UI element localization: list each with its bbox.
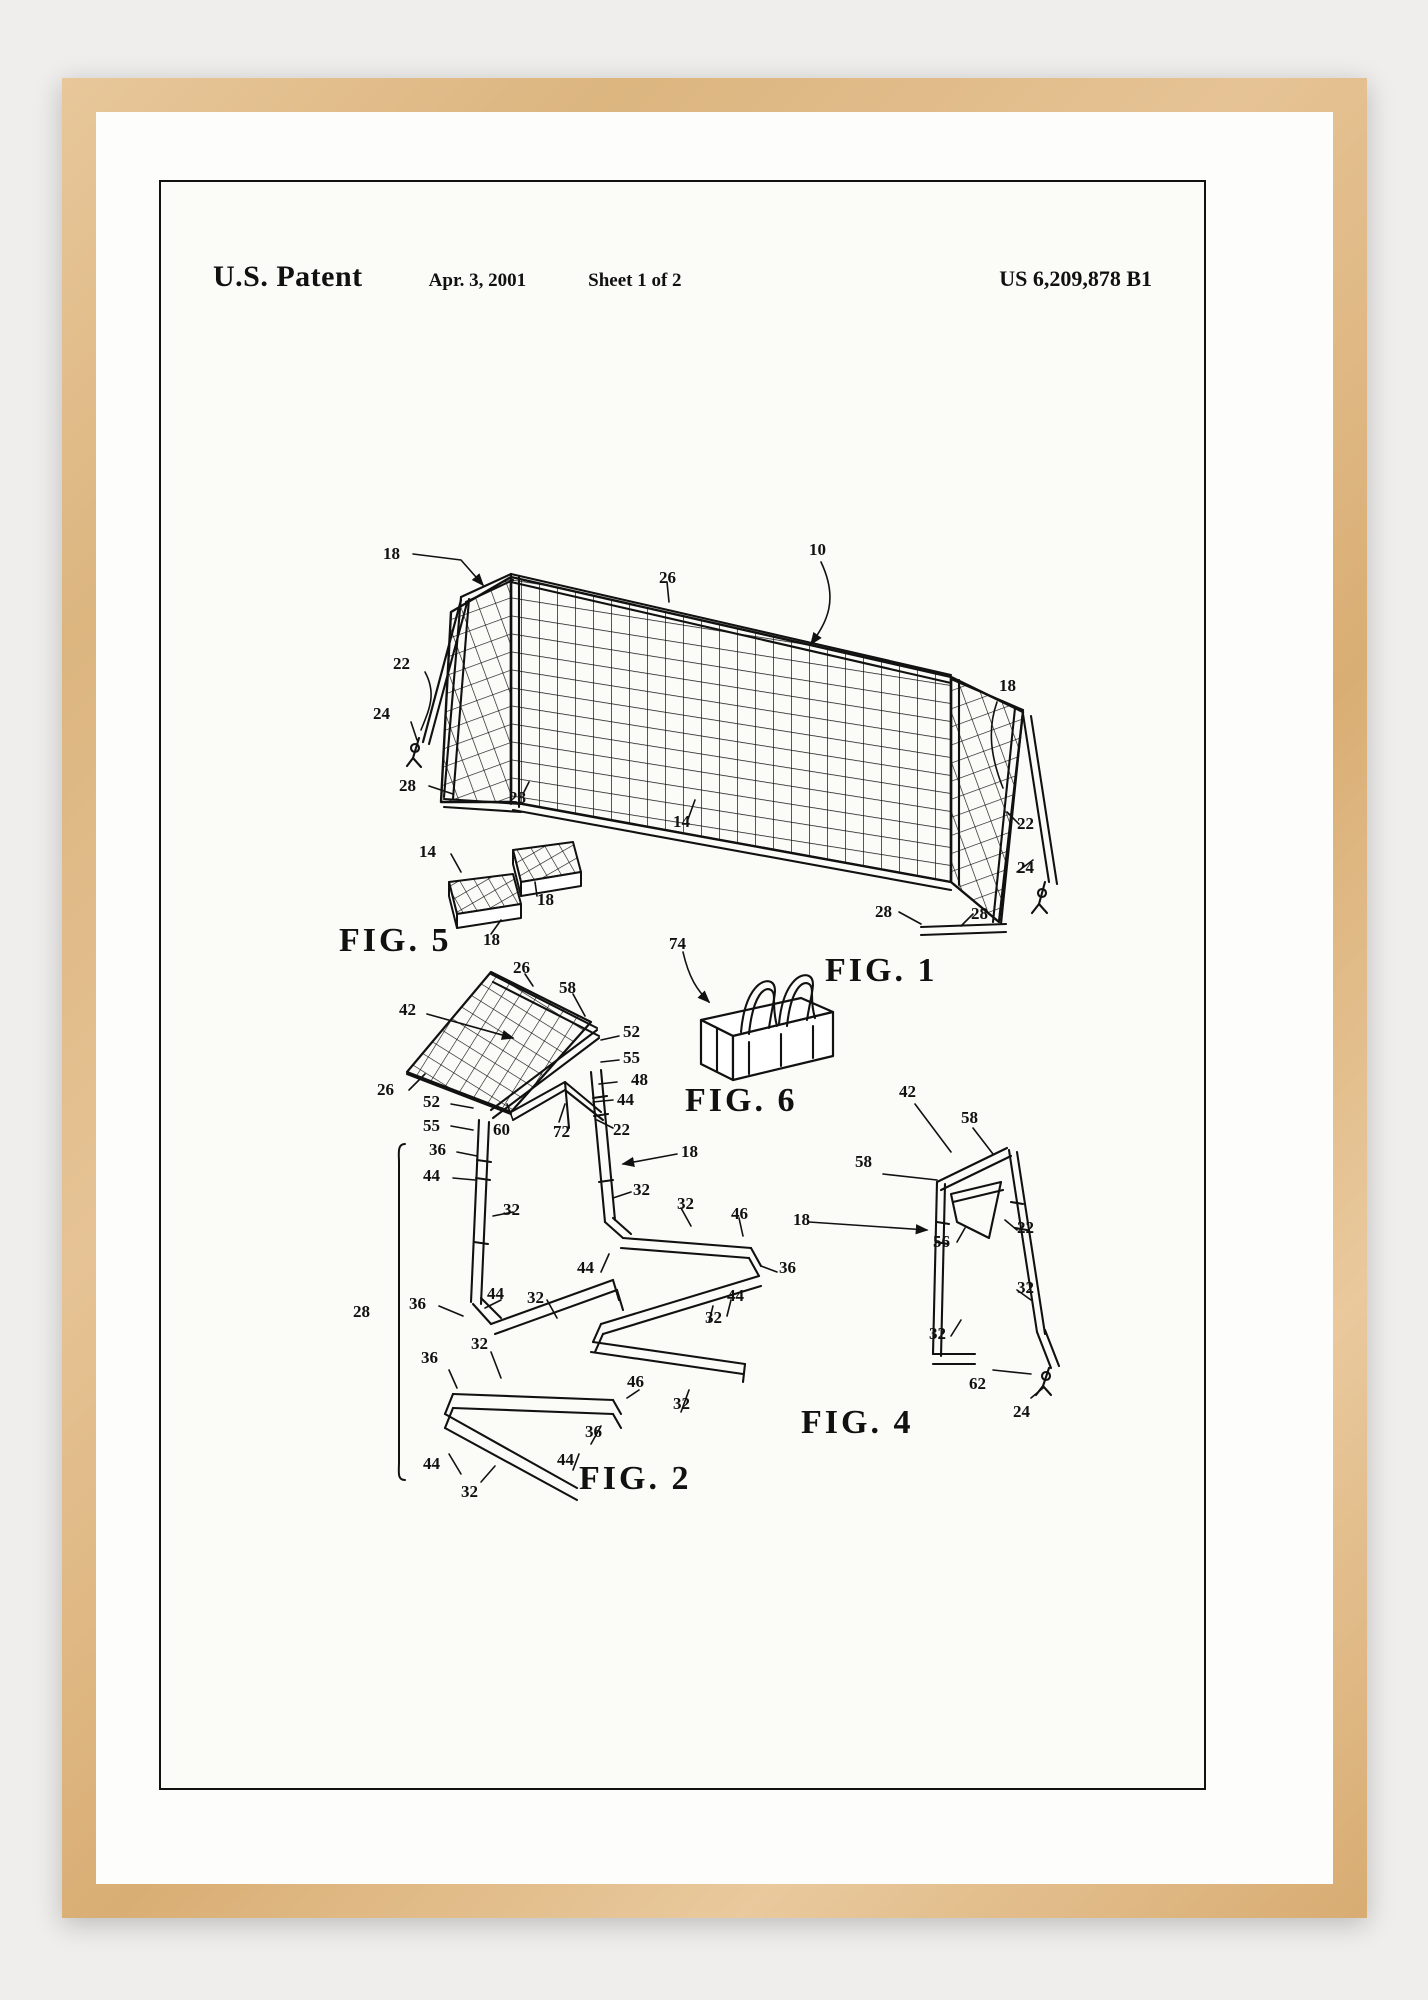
ref-28-fig2: 28 — [353, 1302, 370, 1321]
ref-44-fig2-e: 44 — [423, 1454, 440, 1473]
ref-36-fig2-b: 36 — [409, 1294, 426, 1313]
ref-52-fig2-r: 52 — [623, 1022, 640, 1041]
ref-36-fig2-a: 36 — [779, 1258, 796, 1277]
ref-36-fig2-c: 36 — [421, 1348, 438, 1367]
figure-5-folded-net — [449, 842, 581, 928]
ref-58-fig4-b: 58 — [855, 1152, 872, 1171]
patent-office-title: U.S. Patent — [213, 260, 363, 293]
caption-fig-1: FIG. 1 — [825, 952, 938, 989]
ref-42-fig4: 42 — [899, 1082, 916, 1101]
ref-42-fig2: 42 — [399, 1000, 416, 1019]
ref-22-fig4: 22 — [1017, 1218, 1034, 1237]
ref-74-fig6: 74 — [669, 934, 686, 953]
ref-24-fig1-right: 24 — [1017, 858, 1034, 877]
caption-fig-2: FIG. 2 — [579, 1460, 692, 1497]
picture-frame — [62, 78, 1367, 1918]
ref-28-fig1-left: 28 — [399, 776, 416, 795]
patent-number: US 6,209,878 B1 — [999, 266, 1152, 291]
mat-board — [96, 112, 1333, 1884]
ref-44-fig2-l: 44 — [423, 1166, 440, 1185]
ref-32-fig2-c: 32 — [677, 1194, 694, 1213]
patent-sheet-number: Sheet 1 of 2 — [588, 270, 682, 291]
caption-fig-4: FIG. 4 — [801, 1404, 914, 1441]
ref-10-fig1: 10 — [809, 540, 826, 559]
ref-26-fig2-top: 26 — [513, 958, 530, 977]
ref-32-fig4-b: 32 — [929, 1324, 946, 1343]
ref-18-fig1-right: 18 — [999, 676, 1016, 695]
ref-46-fig2-a: 46 — [731, 1204, 748, 1223]
patent-date: Apr. 3, 2001 — [428, 270, 527, 291]
ref-44-fig2-d: 44 — [557, 1450, 574, 1469]
ref-32-fig2-d: 32 — [705, 1308, 722, 1327]
ref-56-fig4: 56 — [933, 1232, 950, 1251]
ref-32-fig2-f: 32 — [673, 1394, 690, 1413]
ref-52-fig2-l: 52 — [423, 1092, 440, 1111]
ref-24-fig4: 24 — [1013, 1402, 1030, 1421]
ref-58-fig2: 58 — [559, 978, 576, 997]
ref-18-fig2: 18 — [681, 1142, 698, 1161]
ref-32-fig2-h: 32 — [461, 1482, 478, 1501]
ref-18-fig5-b: 18 — [483, 930, 500, 949]
ref-62-fig4: 62 — [969, 1374, 986, 1393]
ref-22-fig1-left: 22 — [393, 654, 410, 673]
figure-4-side-frame — [933, 1148, 1059, 1395]
caption-fig-6: FIG. 6 — [685, 1082, 798, 1119]
ref-46-fig2-b: 46 — [627, 1372, 644, 1391]
frame-inner-bevel — [96, 112, 1333, 1884]
ref-58-fig4-a: 58 — [961, 1108, 978, 1127]
ref-14-fig5: 14 — [419, 842, 436, 861]
ref-28-fig1-mid: 28 — [509, 788, 526, 807]
ref-32-fig2-e: 32 — [527, 1288, 544, 1307]
ref-44-fig2-r: 44 — [617, 1090, 634, 1109]
ref-55-fig2-l: 55 — [423, 1116, 440, 1135]
ref-36-fig2-l: 36 — [429, 1140, 446, 1159]
ref-32-fig2-g: 32 — [471, 1334, 488, 1353]
ref-44-fig2-a: 44 — [577, 1258, 594, 1277]
ref-22-fig2: 22 — [613, 1120, 630, 1139]
ref-44-fig2-c: 44 — [487, 1284, 504, 1303]
ref-22-fig1-right: 22 — [1017, 814, 1034, 833]
ref-48-fig2: 48 — [631, 1070, 648, 1089]
ref-18-fig1-left: 18 — [383, 544, 400, 563]
ref-60-fig2: 60 — [493, 1120, 510, 1139]
patent-drawing-sheet — [159, 180, 1206, 1790]
ref-28-fig1-r2: 28 — [971, 904, 988, 923]
patent-figures-svg — [161, 182, 1208, 1792]
figure-6-carry-bag — [701, 975, 833, 1080]
ref-32-fig2-b: 32 — [503, 1200, 520, 1219]
ref-55-fig2-r: 55 — [623, 1048, 640, 1067]
ref-26-fig1: 26 — [659, 568, 676, 587]
ref-28-fig1-r1: 28 — [875, 902, 892, 921]
caption-fig-5: FIG. 5 — [339, 922, 452, 959]
ref-72-fig2: 72 — [553, 1122, 570, 1141]
ref-24-fig1-left: 24 — [373, 704, 390, 723]
drawing-area — [161, 182, 1208, 1792]
ref-44-fig2-b: 44 — [727, 1286, 744, 1305]
ref-14-fig1: 14 — [673, 812, 690, 831]
ref-32-fig2-a: 32 — [633, 1180, 650, 1199]
ref-32-fig4-a: 32 — [1017, 1278, 1034, 1297]
ref-18-fig4: 18 — [793, 1210, 810, 1229]
ref-36-fig2-d: 36 — [585, 1422, 602, 1441]
ref-26-fig2-left: 26 — [377, 1080, 394, 1099]
ref-18-fig5-a: 18 — [537, 890, 554, 909]
